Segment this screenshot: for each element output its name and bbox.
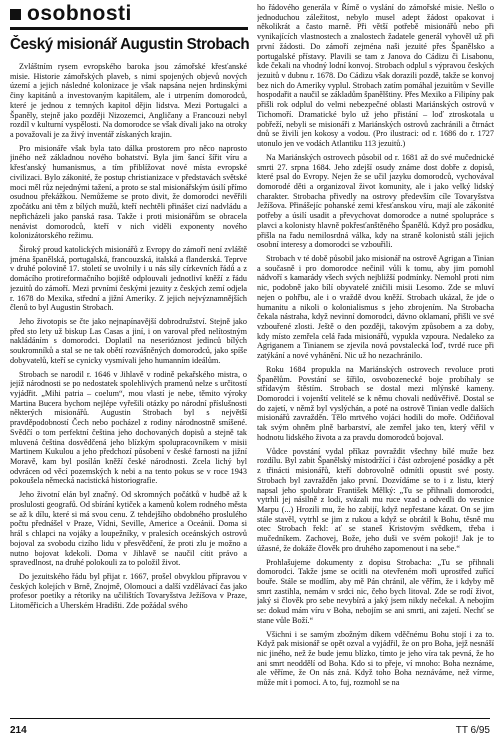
footer-divider [10, 718, 490, 719]
page-number: 214 [10, 725, 27, 736]
paragraph: Jeho životní elán byl značný. Od skromných počátků v hudbě až k proslulosti geografů. Od sbírání kytiček a kamenů kolem rodného města se až k dílu, které si má svou cenu. Z tehdejšího obdobného proslulého počtu přednášel v Praze, Vídni, Seville, Americe a Oceánii. Doma si hrál s chlapci na vojáky a loupežníky, v pralesích oceánských ostrovů bojoval za svobodu cizího lidu v přesvědčení, že proti zlu je možno a nutno bojovat kdekoli. Doma v Jihlavě se naučil cítit právo a spravedlnost, na druhé polokouli za to položil život. [10, 490, 247, 568]
paragraph: Všichni i se samým zbožným díkem vděčnému Bohu stojí i za to. Když pak misionář se opět ozval a vyjádřil, že on pro Boha, jejž nesnáší nic jiného, než že bude jemu blízko, tímto je jeho víra tak pevná, že ho ani smrt neoddělí od Boha. Kdo si to přeje, ví mnoho: Boha neznáme, ale věříme, že On nás zná. Když toho Boha neznáváme, než vírme, může mít i pomoci. A to, fuj, rozmohl se na [257, 629, 494, 688]
paragraph: Vůdce povstání vydal příkaz povraždit všechny bílé muže bez rozdílu. Byl zabit Španělský místodržící i část ozbrojené posádky a pět z třinácti misionářů, kteří dobrovolně odmítli opustit své posty. Strobach byl zavražděn jako první. Dozvídáme se to i z listu, který napsal jeho spolubratr František Mělký: „Tu se přihnali domorodci, vytrhli jej násilně z lodi, svázali mu ruce vzad a odvedli do vesnice Marpu (...) Hrozili mu, že ho zabijí, když nepřestane kázat. On se jim stále stavěl, vytrhl se jim z rukou a když se obrátil k Bohu, těsně mu otec Strobach řekl: ať se staneš Kristovým svědkem, třeba i mučedníkem. Zachovej, Bože, jeho duši ve svém pokoji! Jak je to úžasné, že dokáže člověk pro druhého zapomenout i na sebe.“ [257, 446, 494, 553]
section-marker-square-icon [10, 9, 21, 20]
section-label: osobnosti [27, 2, 132, 25]
right-column [257, 3, 494, 710]
section-header [10, 4, 248, 30]
paragraph: Prohlašujeme dokumenty z dopisu Strobacha: „Tu se přihnali domorodci. Takže jsme se ocitli na otevřeném moři uprostřed zuřící bouře. Stále se modlím, aby mě Pán chránil, ale věřím, že i kdyby mě smrt zastihla, nemám v srdci nic, čeho bych litoval. Zde se rodí život, jaký si člověk pro sebe nevybírá a jaký jsem nikdy nečekal. A nebojím se: dokud mám víru v Boha, nebojím se ani smrti, ani zajetí. Nechť se stane vůle Boží.“ [257, 557, 494, 625]
paragraph: Široký proud katolických misionářů z Evropy do zámoří není zvláště jména španělská, portugalská, francouzská, italská a flanderská. Teprve v druhé polovině 17. století se uvolnily i u nás síly církevních řádů a z domácího protireformačního bojiště odplouvali jednotliví kněží z řádu jezuitů do zámoří. Mezi prvními českými jezuity z českých zemí odjela r. 1678 do Mexika, střední a jižní Ameriky. Z jejich nejvýznamnějších členů to byl Augustin Strobach. [10, 244, 247, 313]
paragraph: Roku 1684 propukla na Mariánských ostrovech revoluce proti Španělům. Povstání se šířilo, osvobozenecké boje probíhaly se střídavým štěstím. Strobach se dostal mezi mlýnské kameny. Domorodci i vojenští velitelé se k němu chovali nedůvěřivě. Dostal se do zajetí, v němž byl vyslýchán, a poté na ostrově Tinian vedle dalších misionářů zavražděn. Tělo mrtvého vojáci hodili do moře. Odčiňoval tak svým ohněm plně barbarství, ale zemřel jako ten, který věřil v hodnotu lidského života a za pravdu domorodců bojoval. [257, 364, 494, 442]
paragraph: Zvláštním rysem evropského baroka jsou zámořské křesťanské misie. Historie zámořských plaveb, s nimi spojených objevů nových území a jejich následné kolonizace je však napsána nejen hrdinskými činy kapitánů a investovaným kapitálem, ale i utrpením domorodců, které je jednou z temných kapitol dějin lidstva. Mezi Portugalci a Španěly, stejně jako později Nizozemci, Angličany a Francouzi nebyl rozdíl v kulturní vyspělosti. Na domorodce se však dívali jako na otroky a považovali je za živý inventář získaných krajin. [10, 62, 247, 140]
paragraph: Na Mariánských ostrovech působil od r. 1681 až do své mučednické smrti 27. srpna 1684. Jeho zdejší osudy známe dost dobře z dopisů, které psal do Evropy. Nejen že se učil jazyku domorodců, vychovával domorodé děti a organizoval život komunity, ale i jako velký lidský charakter. Strobacha přivedly na ostrovy především cíle Tovaryšstva Ježíšova. Přinášejíc pohanské zemi křesťanskou víru, mají ale zákonité potřeby a úsilí usadit a převychovat domorodce a nutné spolupráce s plavci a kolonisty hlavně pokřesťanštěného Španělů. Když pro posádku, přišla na řadu nemilosrdná válka, kdy na straně kolonistů stáli jejich osobní interesy a domorodci se vzbouřili. [257, 152, 494, 250]
paragraph: ho řádového generála v Římě o vyslání do zámořské misie. Nešlo o jednoduchou záležitost, nebylo musel adept žádost opakovat i několikrát a často marně. Při větší potřebě misionářů nebo při vynikajících vlastnostech a znalostech žadatele generál vyhověl už při první žádosti. Do zámoří zejména naši jezuité přes Španělsko a portugalské přístavy. Plavili se tam z Janova do Cádizu či Lisabonu, kde čekali na vhodný lodní konvoj. Strobach odplul s výpravou českých jezuitů v dubnu r. 1678. Do Cádizu však dorazili pozdě, takže se konvoj bez nich do Ameriky vyplul. Strobach zatím pomáhal jezuitům v Seville hospodařit a naučil se základům španělštiny. Přes Mexiko a Filipíny pak přišli rok odplul do velmi nebezpečné oblasti Mariánských ostrovů v Tichomoří. Dramatické bylo už jeho přistání – loď ztroskotala u pobřeží, nebyli se misionáři z Mariánských ostrovů zachránili a čtrnáct dnů se živili jen kokosy a vodou. (Pro ilustraci: od r. 1686 do r. 1727 utonulo jen ve vodách Atlantiku 113 jezuitů.) [257, 3, 494, 149]
issue-label: TT 6/95 [455, 725, 490, 736]
paragraph: Pro misionáře však byla tato dálka prostorem pro něco naprosto jiného než základnou nového bohatství. Byla jim šancí šířit víru a křesťanský humanismus, a tím přiblížovat nové místa evropské civilizaci. Bylo zákonité, že postup christianizace v představách světské moci měl růz nejednými tažení, a proto se stal misionářským úsilí přímo osudnou překážkou. Nemůžeme se proto divit, že domorodci nevěřili zpočátku ani těm z bílých mužů, kteří nechtěli přinášet cizí nadvládu a nepřicházeli jako panská rasa. Takže i proti misionářům se obracela nenávist domorodců, kteří v nich viděli exponenty nového kolonizátorského režimu. [10, 143, 247, 241]
paragraph: Jeho životopis se čte jako nejnapínavější dobrodružství. Stejně jako před sto lety už biskup Las Casas a jiní, i on varoval před nelítostným nakládáním s domorodci. Doplatil na neserióznost jedinců bílých soukromníků a stal se ne tak obětí rozvášněných domorodců, jako spíše dobyvatelů, kteří se cynicky vysmívali jeho humanním ideálům. [10, 316, 247, 365]
paragraph: Strobach v té době působil jako misionář na ostrově Agrigan a Tinian a současně i pro domorodce nečinil vůli k tomu, aby jim pomohl nádvoří s kamarády všech svých nejbližší podmínky. Nemohl proti nim nic, podobně jako bílí obyvatelé zničili misii Lesomo. Zde se mluví nejen o pohřbu, ale i o vraždě dvou kněží. Strobach ukázal, že jde o humanitu a nikoli o kolonialismus s jeho zbrojením. Na Strobacha čekala nástraha, když nevinní domorodci, dávno oklamaní, přišli ve své vzbouřené zlosti. Ještě o den později, takovým způsobem a za doby, kdy místo zemřela celá řada misionářů, vypukla vzpoura. Nedaleko za Agriganem a Tinianem se zjevila nová povstalecká loď, tvrdé ruce při zatýkání a nové vyhánění. Nic už ho nezachránilo. [257, 253, 494, 361]
left-column [10, 62, 247, 710]
paragraph: Strobach se narodil r. 1646 v Jihlavě v rodině pekařského mistra, o jejíž národnosti se po nedostatek spolehlivých pramenů nelze s určitostí vyjádřit. „Mihi patria – coelum“, mou vlastí je nebe, těmito výroky Martina Bucera bychom nejlépe vyřešili otázky po národní příslušnosti některých misionářů. Augustin Strobach byl s největší pravděpodobností Čech nebo pocházel z rodiny národnostně smíšené. Svědčí o tom perfektní čeština jeho dochovaných dopisů a stejně tak mluvená čeština dosvědčená jeho blízkým spolupracovníkem v misii Martinem Kukulou a jeho předchozí působení v české farnosti na jižní Moravě, kam byl posílán kněží české národnosti. Zcela lichý byl odvrácen od věcí pozemských k nebi a na tento pokus se v roce 1943 pokoušela německá nacistická historiografie. [10, 369, 247, 486]
paragraph: Do jezuitského řádu byl přijat r. 1667, prošel obvyklou přípravou v českých kolejích v Brně, Znojmě, Olomouci a další vzdělávací čas jako profesor poetiky a rétoriky na učilištích Tovaryšstva Ježíšova v Praze, Litoměřicích a Uherském Hradišti. Zde požádal svého [10, 571, 247, 611]
article-title: Český misionář Augustin Strobach [10, 36, 250, 53]
